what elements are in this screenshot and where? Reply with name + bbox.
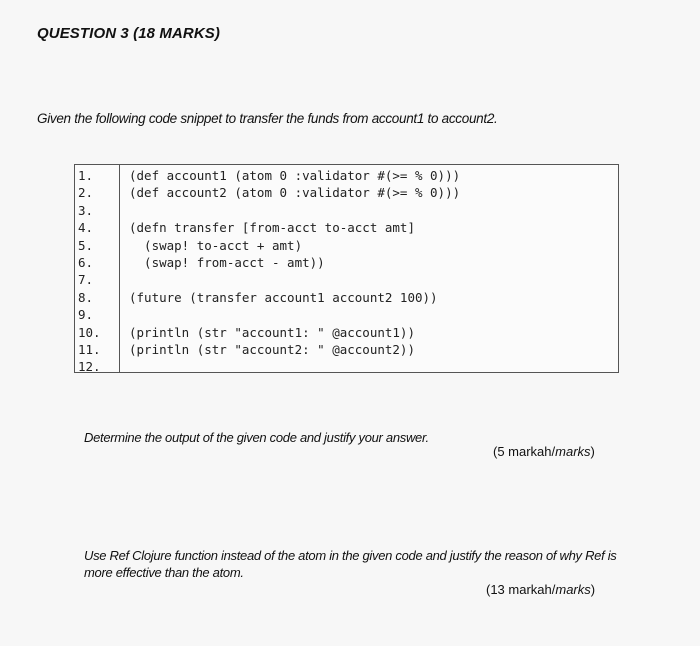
line-number: 4. bbox=[78, 220, 94, 236]
code-line bbox=[120, 306, 618, 323]
line-number: 3. bbox=[78, 202, 94, 218]
task-2-marks bbox=[486, 582, 595, 597]
code-line bbox=[120, 202, 618, 219]
code-line: (println (str "account2: " @account2)) bbox=[129, 341, 415, 357]
marks-suffix: ) bbox=[590, 444, 595, 459]
marks-italic: marks bbox=[555, 444, 591, 459]
code-line: (def account2 (atom 0 :validator #(>= % 0))) bbox=[129, 185, 461, 201]
line-number: 12. bbox=[78, 359, 101, 375]
line-number: 8. bbox=[78, 289, 94, 305]
code-line: (defn transfer [from-acct to-acct amt] bbox=[129, 220, 415, 236]
code-line bbox=[120, 358, 618, 375]
question-title: QUESTION 3 (18 MARKS) bbox=[37, 25, 220, 42]
code-line bbox=[120, 271, 618, 288]
code-line: (swap! to-acct + amt) bbox=[129, 237, 303, 253]
code-line: (println (str "account1: " @account1)) bbox=[129, 324, 415, 340]
task-2-text: Use Ref Clojure function instead of the atom in the given code and justify the reason of why Ref is more effective than the atom. bbox=[84, 548, 617, 580]
task-1-marks bbox=[493, 444, 595, 459]
line-number: 1. bbox=[78, 168, 94, 183]
code-column bbox=[120, 165, 618, 374]
code-snippet-box bbox=[74, 164, 619, 373]
line-number: 9. bbox=[78, 307, 94, 323]
marks-prefix: (13 markah/ bbox=[486, 582, 556, 597]
marks-suffix: ) bbox=[590, 582, 596, 597]
task-1-text: Determine the output of the given code and justify your answer. bbox=[84, 430, 429, 445]
line-number: 7. bbox=[78, 272, 94, 288]
line-number: 2. bbox=[78, 185, 94, 201]
line-number: 11. bbox=[78, 341, 101, 357]
code-line: (swap! from-acct - amt)) bbox=[129, 254, 325, 270]
marks-italic: marks bbox=[555, 582, 591, 597]
question-intro: Given the following code snippet to transfer the funds from account1 to account2. bbox=[37, 111, 498, 126]
code-line: (future (transfer account1 account2 100)) bbox=[129, 289, 438, 305]
line-number: 6. bbox=[78, 254, 94, 270]
line-number-column bbox=[75, 165, 120, 375]
line-number: 10. bbox=[78, 324, 101, 340]
marks-prefix: (5 markah/ bbox=[493, 444, 556, 459]
line-number: 5. bbox=[78, 237, 94, 253]
code-line: (def account1 (atom 0 :validator #(>= % 0))) bbox=[129, 168, 461, 183]
